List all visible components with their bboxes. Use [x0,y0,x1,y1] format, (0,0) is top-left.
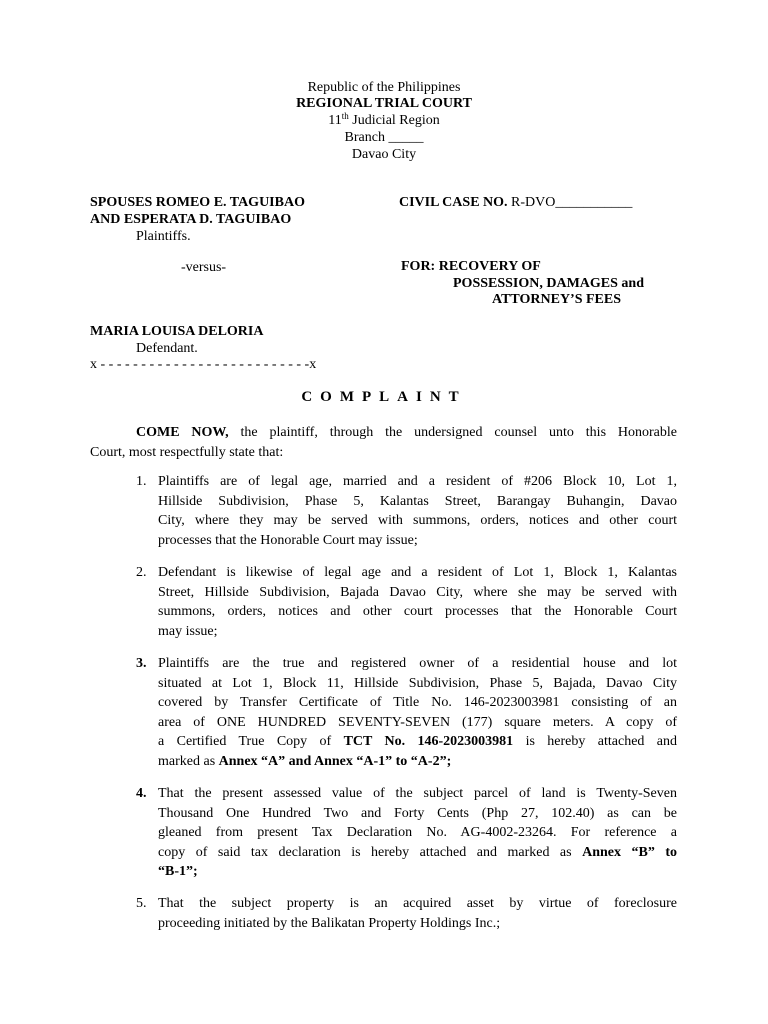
paragraph-2-number: 2. [136,565,147,580]
text-run: a Certified True Copy of [158,734,344,749]
paragraph-3 [158,654,677,771]
intro-bold: COME NOW, [136,425,229,440]
paragraph-line [158,752,677,772]
paragraph-line: Hillside Subdivision, Phase 5, Kalantas Street, Barangay Buhangin, Davao [158,493,677,509]
plaintiff-name-line2: AND ESPERATA D. TAGUIBAO [90,212,292,227]
defendant-label: Defendant. [136,341,198,356]
case-number-label: CIVIL CASE NO. [399,195,508,210]
annex-reference: Annex “B” to [582,844,677,860]
paragraph-1 [158,472,677,550]
paragraph-line [158,843,677,863]
header-court: REGIONAL TRIAL COURT [296,96,472,111]
region-number: 11 [328,113,342,128]
intro-line2: Court, most respectfully state that: [90,444,284,460]
paragraph-line: may issue; [158,623,218,639]
paragraph-line: Street, Hillside Subdivision, Bajada Davao City, where she may be served with [158,584,677,600]
action-line3: ATTORNEY’S FEES [492,292,622,307]
action-line2: POSSESSION, DAMAGES and [453,276,645,291]
paragraph-4 [158,784,677,882]
intro-line1 [90,423,677,443]
paragraph-line: City, where they may be served with summons, orders, notices and other court [158,513,677,528]
region-suffix: th [341,111,349,121]
paragraph-line: summons, orders, notices and other court processes that the Honorable Court [158,604,677,619]
region-text: Judicial Region [348,113,440,128]
caption-separator: x - - - - - - - - - - - - - - - - - - - - - - - - - -x [90,357,317,372]
plaintiffs-label: Plaintiffs. [136,229,191,244]
header-city: Davao City [351,147,417,162]
text-run: copy of said tax declaration is hereby attached and marked as [158,844,583,860]
case-number [399,194,632,211]
intro-paragraph [90,423,677,462]
paragraph-3-number: 3. [136,656,147,671]
paragraph-line: Defendant is likewise of legal age and a resident of Lot 1, Block 1, Kalantas [158,565,677,580]
paragraph-1-number: 1. [136,474,147,489]
paragraph-4-number: 4. [136,786,147,801]
paragraph-5 [158,894,677,933]
annex-reference: Annex “A” and Annex “A-1” to “A-2”; [218,753,452,769]
plaintiff-name-line1: SPOUSES ROMEO E. TAGUIBAO [90,195,305,210]
intro-rest: the plaintiff, through the undersigned counsel unto this Honorable [228,425,677,440]
paragraph-line: That the present assessed value of the subject parcel of land is Twenty-Seven [158,786,677,801]
text-run: is hereby attached and [513,734,678,749]
paragraph-line: Thousand One Hundred Two and Forty Cents (Php 27, 102.40) as can be [158,805,677,821]
paragraph-line: area of ONE HUNDRED SEVENTY-SEVEN (177) square meters. A copy of [158,714,677,730]
paragraph-line: That the subject property is an acquired asset by virtue of foreclosure [158,896,677,911]
paragraph-line [158,732,677,752]
paragraph-line: situated at Lot 1, Block 11, Hillside Subdivision, Phase 5, Bajada, Davao City [158,675,677,691]
defendant-name: MARIA LOUISA DELORIA [90,324,264,339]
header-republic: Republic of the Philippines [307,80,461,95]
paragraph-5-number: 5. [136,896,147,911]
header-branch: Branch _____ [344,130,424,145]
paragraph-line: Plaintiffs are the true and registered owner of a residential house and lot [158,656,677,671]
header-region [0,112,768,129]
paragraph-line: processes that the Honorable Court may issue; [158,532,418,548]
action-line1: FOR: RECOVERY OF [401,259,541,274]
document-title: COMPLAINT [301,389,467,405]
paragraph-line: Plaintiffs are of legal age, married and a resident of #206 Block 10, Lot 1, [158,474,677,489]
paragraph-line: covered by Transfer Certificate of Title No. 146-2023003981 consisting of an [158,695,677,710]
paragraph-line: proceeding initiated by the Balikatan Property Holdings Inc.; [158,915,501,931]
paragraph-line: gleaned from present Tax Declaration No. AG-4002-23264. For reference a [158,825,677,840]
tct-number: TCT No. 146-2023003981 [343,734,514,749]
versus-label: -versus- [181,260,227,275]
text-run: marked as [158,753,219,769]
paragraph-2 [158,563,677,641]
annex-reference: “B-1”; [158,864,198,879]
case-number-value: R-DVO___________ [507,195,633,210]
